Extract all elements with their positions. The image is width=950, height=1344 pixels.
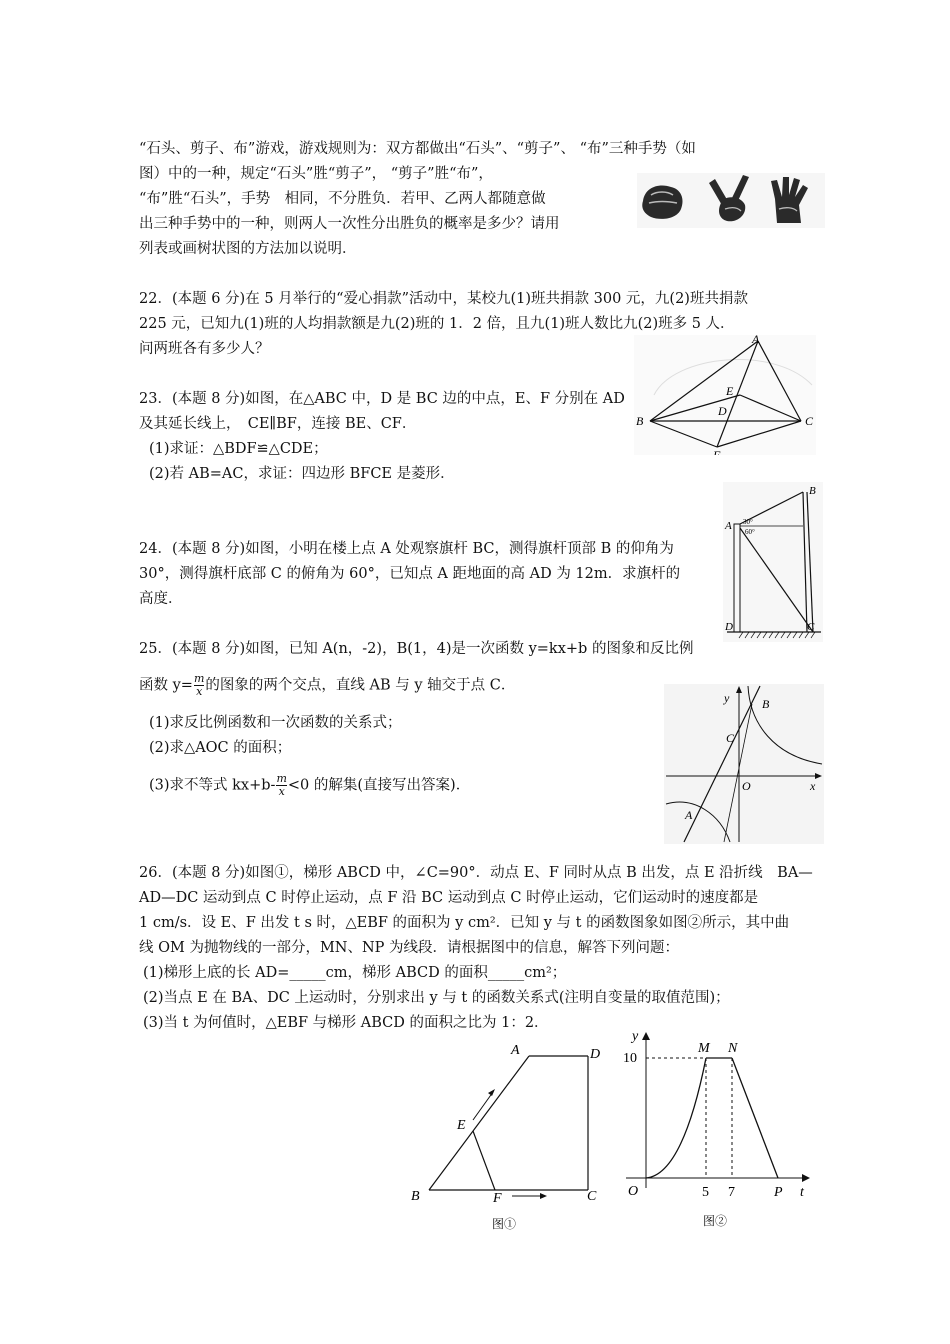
q21-line-1: “石头、剪子、布”游戏，游戏规则为：双方都做出“石头”、“剪子”、 “布”三种手势（如 [139,141,696,157]
q26-fig2-label-y: y [632,1029,639,1044]
q24-label-B: B [809,485,816,497]
q23-triangle-figure [634,335,816,455]
q24-label-C: C [807,621,815,633]
q25-line-1: 25．(本题 8 分)如图，已知 A(n，-2)，B(1，4)是一次函数 y=kx+b 的图象和反比例 [139,641,694,657]
q25-fraction-m-over-x [194,673,204,698]
q25-line-2 [139,673,515,698]
q26-fig1-label-C: C [587,1189,597,1204]
q25-label-O: O [742,779,751,793]
q21-line-4: 出三种手势中的一种，则两人一次性分出胜负的概率是多少？请用 [139,216,560,232]
q23-label-C: C [805,414,814,428]
q23-line-4: (2)若 AB=AC，求证：四边形 BFCE 是菱形． [149,466,455,482]
q25-line-2-start: 函数 y= [139,677,193,694]
q24-flagpole-figure [723,482,823,642]
q26-fig1-label-F: F [493,1191,502,1205]
q23-label-B: B [636,414,644,428]
q22-line-1: 22．(本题 6 分)在 5 月举行的“爱心捐款”活动中，某校九(1)班共捐款 300 元，九(2)班共捐款 [139,291,748,307]
q26-line-3: 1 cm/s．设 E、F 出发 t s 时，△EBF 的面积为 y cm²．已知 y 与 t 的函数图象如图②所示，其中曲 [139,915,790,931]
q23-label-A: A [752,335,760,346]
q24-label-D: D [725,621,733,633]
q25-line-5 [149,773,470,798]
q26-fig2-label-O: O [628,1184,639,1199]
q26-fig2-label-P: P [774,1185,783,1200]
q23-label-E: E [726,384,734,398]
q24-line-2: 30°，测得旗杆底部 C 的俯角为 60°，已知点 A 距地面的高 AD 为 12m．求旗杆的 [139,566,681,582]
q26-line-6: (2)当点 E 在 BA、DC 上运动时，分别求出 y 与 t 的函数关系式(注明自变量的取值范围)； [143,990,730,1006]
q23-line-1: 23．(本题 8 分)如图，在△ABC 中，D 是 BC 边的中点，E、F 分别在 AD [139,391,625,407]
fraction-denominator: x [194,685,204,698]
q22-line-3: 问两班各有多少人？ [139,341,270,357]
q26-fig2-label-N: N [728,1041,738,1056]
q26-fig1-label-A: A [511,1043,520,1058]
q25-label-y: y [724,691,730,705]
q26-fig1-label-D: D [590,1047,601,1062]
fraction-numerator: m [276,772,287,785]
q26-line-1: 26．(本题 8 分)如图①，梯形 ABCD 中，∠C=90°．动点 E、F 同时从点 B 出发，点 E 沿折线 BA— [139,865,813,881]
q26-fig1-label-E: E [457,1118,466,1133]
q25-line-5-start: (3)求不等式 kx+b- [149,777,276,794]
q25-line-2-end: 的图象的两个交点，直线 AB 与 y 轴交于点 C． [205,677,516,694]
q25-label-B: B [762,697,770,711]
q25-line-4: (2)求△AOC 的面积； [149,740,292,756]
q21-line-3: “布”胜“石头”，手势 相同，不分胜负．若甲、乙两人都随意做 [139,191,546,207]
q25-label-x: x [810,779,816,793]
rock-hand-icon [642,186,682,219]
q24-line-3: 高度． [139,591,183,607]
q26-fig2-label-7: 7 [728,1185,735,1200]
q24-angle-60: 60° [745,528,755,536]
q21-line-2: 图）中的一种，规定“石头”胜“剪子”， “剪子”胜“布”， [139,166,493,182]
q25-label-C: C [726,731,735,745]
fraction-numerator: m [193,672,205,685]
q25-label-A: A [685,808,693,822]
q26-fig2-label-5: 5 [702,1185,709,1200]
q23-line-2: 及其延长线上， CE∥BF，连接 BE、CF． [139,416,417,432]
q25-fraction-m-over-x-2 [276,773,286,798]
q23-line-3: (1)求证：△BDF≌△CDE； [149,441,328,457]
q25-line-3: (1)求反比例函数和一次函数的关系式； [149,715,402,731]
q26-fig2-caption: 图② [703,1214,728,1228]
fraction-denominator: x [276,785,286,798]
q24-line-1: 24．(本题 8 分)如图，小明在楼上点 A 处观察旗杆 BC，测得旗杆顶部 B 的仰角为 [139,541,674,557]
hand-gestures-image [637,173,825,228]
q26-fig2-label-t: t [800,1185,804,1200]
q26-fig1-caption: 图① [492,1217,517,1231]
q26-line-7: (3)当 t 为何值时，△EBF 与梯形 ABCD 的面积之比为 1：2． [143,1015,549,1031]
q23-label-D: D [718,404,727,418]
q26-function-graph-figure [620,1028,820,1200]
q25-line-5-end: <0 的解集(直接写出答案)． [287,777,471,794]
q26-line-2: AD—DC 运动到点 C 时停止运动，点 F 沿 BC 运动到点 C 时停止运动，它们运动时的速度都是 [139,890,759,906]
q24-angle-30: 30° [743,518,753,526]
q21-line-5: 列表或画树状图的方法加以说明． [139,241,357,257]
q26-line-4: 线 OM 为抛物线的一部分，MN、NP 为线段．请根据图中的信息，解答下列问题： [139,940,680,956]
q24-label-A: A [725,520,732,532]
q26-fig1-label-B: B [411,1189,420,1204]
q26-line-5: (1)梯形上底的长 AD=_____cm，梯形 ABCD 的面积_____cm²； [143,965,567,981]
q26-fig2-label-M: M [698,1041,710,1056]
q25-graph-figure [664,684,824,844]
q23-label-F: F [713,448,721,455]
q22-line-2: 225 元，已知九(1)班的人均捐款额是九(2)班的 1．2 倍，且九(1)班人数比九(2)班多 5 人． [139,316,735,332]
q26-trapezoid-figure [407,1040,607,1205]
q26-fig2-label-10: 10 [623,1051,637,1066]
